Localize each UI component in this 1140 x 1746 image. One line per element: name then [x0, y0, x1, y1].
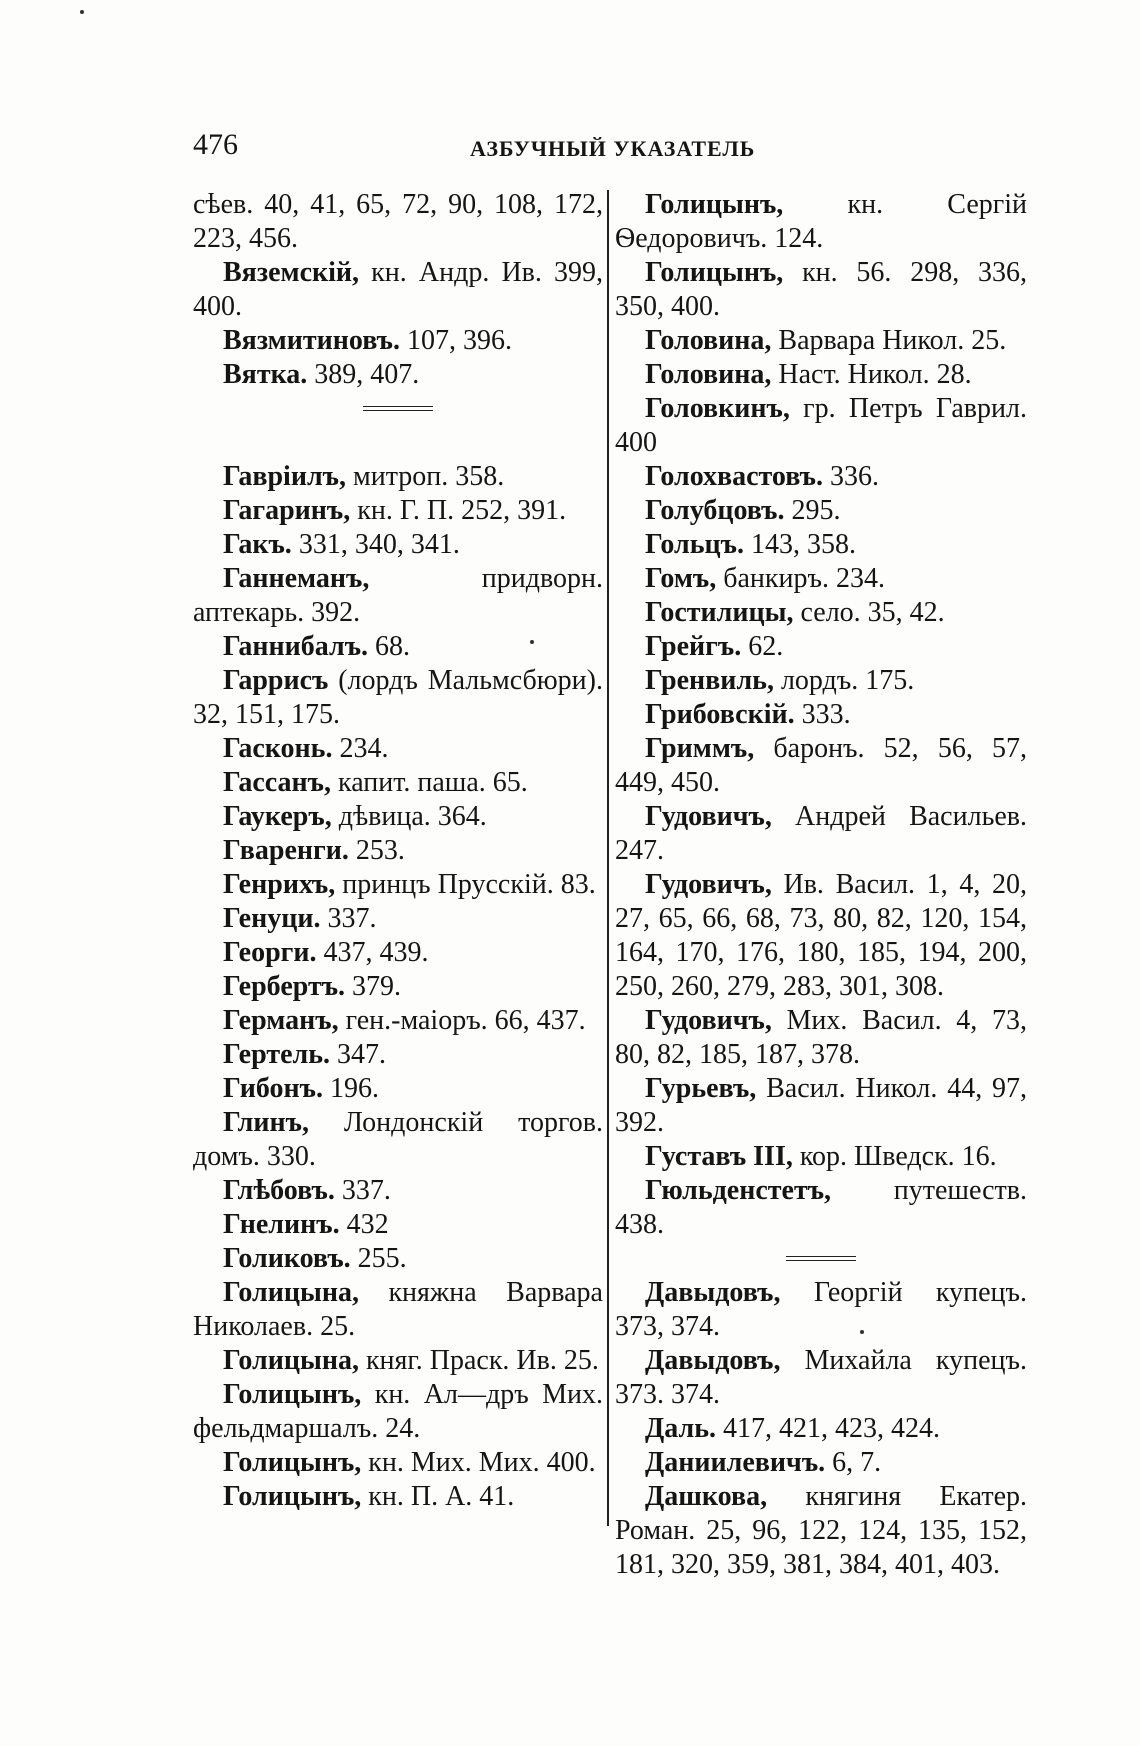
index-headword: Глинъ,	[223, 1107, 309, 1138]
index-references: лордъ. 175.	[773, 665, 915, 696]
index-entry	[615, 1072, 1027, 1140]
index-entry	[615, 1174, 1027, 1242]
index-entry	[615, 596, 1027, 630]
index-entry	[615, 1276, 1027, 1344]
index-headword: Головина,	[645, 359, 772, 390]
index-headword: Гольцъ.	[645, 529, 744, 560]
index-entry	[193, 528, 603, 562]
index-entry	[193, 1072, 603, 1106]
index-references: кн. Ал—дръ Мих. фельдмаршалъ. 24.	[193, 1379, 603, 1444]
index-entry	[615, 324, 1027, 358]
index-references: 337.	[320, 903, 377, 934]
index-references: Варвара Никол. 25.	[771, 325, 1007, 356]
index-references: княг. Праск. Ив. 25.	[358, 1345, 599, 1376]
index-headword: Ганнеманъ,	[223, 563, 370, 594]
index-entry	[193, 1208, 603, 1242]
index-references: (лордъ Мальмсбюри). 32, 151, 175.	[193, 665, 603, 730]
index-references: 143, 358.	[743, 529, 856, 560]
index-headword: Гюльденстетъ,	[645, 1175, 832, 1206]
index-references: 255.	[350, 1243, 407, 1274]
index-references: 437, 439.	[316, 937, 429, 968]
index-entry	[615, 868, 1027, 1004]
index-headword: Генуци.	[223, 903, 321, 934]
index-entry	[615, 732, 1027, 800]
index-headword: Даниилевичъ.	[645, 1447, 826, 1478]
index-headword: Вязмитиновъ.	[223, 325, 400, 356]
column-divider	[607, 190, 609, 1526]
index-entry	[193, 868, 603, 902]
index-entry	[615, 1412, 1027, 1446]
index-references: кн. Г. П. 252, 391.	[350, 495, 567, 526]
index-entry	[193, 936, 603, 970]
index-entry	[193, 1174, 603, 1208]
index-headword: Гассанъ,	[223, 767, 332, 798]
index-entry	[615, 1446, 1027, 1480]
index-headword: Гербертъ.	[223, 971, 346, 1002]
index-references: кн. Андр. Ив. 399, 400.	[193, 257, 603, 322]
index-headword: Давыдовъ,	[645, 1345, 781, 1376]
index-headword: Гертель.	[223, 1039, 331, 1070]
index-headword: Голубцовъ.	[645, 495, 785, 526]
index-references: 68.	[368, 631, 411, 662]
index-entry	[193, 562, 603, 630]
index-references: 417, 421, 423, 424.	[716, 1413, 941, 1444]
index-headword: Вяземскій,	[223, 257, 360, 288]
index-entry	[193, 630, 603, 664]
index-entry	[615, 256, 1027, 324]
index-references: 295.	[784, 495, 841, 526]
index-headword: Глѣбовъ.	[223, 1175, 335, 1206]
index-entry	[615, 1344, 1027, 1412]
index-references: путешеств. 438.	[615, 1175, 1027, 1240]
index-headword: Голицынъ,	[223, 1379, 362, 1410]
index-references: Мих. Васил. 4, 73, 80, 82, 185, 187, 378.	[615, 1005, 1027, 1070]
index-entry	[615, 630, 1027, 664]
index-references: Лондонскій торгов. домъ. 330.	[193, 1107, 603, 1172]
index-entry	[615, 562, 1027, 596]
index-references: Андрей Васильев. 247.	[615, 801, 1027, 866]
index-headword: Гибонъ.	[223, 1073, 323, 1104]
index-entry	[193, 1038, 603, 1072]
index-references: 6, 7.	[825, 1447, 882, 1478]
index-entry	[193, 766, 603, 800]
index-references: 379.	[345, 971, 402, 1002]
index-references: Михайла купецъ. 373. 374.	[615, 1345, 1027, 1410]
index-headword: Голиковъ.	[223, 1243, 351, 1274]
index-entry	[615, 664, 1027, 698]
index-references: 234.	[332, 733, 389, 764]
index-references: Наст. Никол. 28.	[771, 359, 972, 390]
index-entry	[193, 1480, 603, 1514]
index-entry	[193, 1004, 603, 1038]
index-references: княжна Варвара Николаев. 25.	[193, 1277, 603, 1342]
index-headword: Гренвиль,	[645, 665, 774, 696]
index-entry	[193, 494, 603, 528]
index-entry	[193, 902, 603, 936]
page-number: 476	[193, 128, 238, 161]
index-column-left	[193, 188, 603, 1514]
print-speck	[80, 10, 84, 14]
index-entry	[193, 834, 603, 868]
index-entry	[615, 494, 1027, 528]
index-entry	[193, 732, 603, 766]
index-headword: Германъ,	[223, 1005, 339, 1036]
index-headword: Гасконь.	[223, 733, 333, 764]
index-entry	[193, 800, 603, 834]
index-references: придворн. аптекарь. 392.	[193, 563, 603, 628]
index-references: 62.	[741, 631, 784, 662]
index-references: 337.	[334, 1175, 391, 1206]
index-headword: Гудовичъ,	[645, 1005, 772, 1036]
index-entry	[615, 358, 1027, 392]
index-entry	[193, 460, 603, 494]
index-references: 196.	[322, 1073, 379, 1104]
index-column-right	[615, 188, 1027, 1582]
section-separator-rule	[615, 1242, 1027, 1276]
index-headword: Дашкова,	[645, 1481, 768, 1512]
index-entry	[615, 392, 1027, 460]
index-entry	[193, 1276, 603, 1344]
index-references: 331, 340, 341.	[291, 529, 460, 560]
index-headword: Гомъ,	[645, 563, 717, 594]
index-entry	[615, 1140, 1027, 1174]
index-entry	[193, 1242, 603, 1276]
running-title: АЗБУЧНЫЙ УКАЗАТЕЛЬ	[470, 136, 756, 161]
index-headword: Гостилицы,	[645, 597, 794, 628]
index-references: сѣев. 40, 41, 65, 72, 90, 108, 172, 223, 456.	[193, 189, 603, 254]
index-entry	[193, 1446, 603, 1480]
index-headword: Грейгъ.	[645, 631, 742, 662]
index-headword: Георги.	[223, 937, 317, 968]
index-references: княгиня Екатер. Роман. 25, 96, 122, 124, 135, 152, 181, 320, 359, 381, 384, 401, 403.	[615, 1481, 1027, 1580]
index-headword: Голицынъ,	[223, 1447, 362, 1478]
index-entry	[193, 256, 603, 324]
index-headword: Гудовичъ,	[645, 869, 772, 900]
index-entry	[193, 358, 603, 392]
index-headword: Гриммъ,	[645, 733, 755, 764]
index-headword: Давыдовъ,	[645, 1277, 781, 1308]
index-references: дѣвица. 364.	[331, 801, 487, 832]
print-speck	[530, 640, 534, 644]
index-headword: Голицына,	[223, 1345, 359, 1376]
index-references: 253.	[348, 835, 405, 866]
index-headword: Голицынъ,	[223, 1481, 362, 1512]
index-headword: Голицынъ,	[645, 257, 784, 288]
index-entry	[193, 188, 603, 256]
index-entry	[193, 970, 603, 1004]
index-entry	[615, 800, 1027, 868]
index-entry	[615, 1004, 1027, 1072]
index-references: ген.-маіоръ. 66, 437.	[338, 1005, 586, 1036]
index-references: кор. Шведск. 16.	[792, 1141, 997, 1172]
print-speck	[860, 1330, 864, 1334]
index-references: кн. Мих. Мих. 400.	[361, 1447, 596, 1478]
index-references: митроп. 358.	[346, 461, 505, 492]
index-references: гр. Петръ Гаврил. 400	[615, 393, 1027, 458]
index-headword: Гнелинъ.	[223, 1209, 340, 1240]
index-references: капит. паша. 65.	[331, 767, 528, 798]
index-references: 333.	[794, 699, 851, 730]
index-headword: Гудовичъ,	[645, 801, 772, 832]
index-references: Георгій купецъ. 373, 374.	[615, 1277, 1027, 1342]
index-headword: Ганнибалъ.	[223, 631, 369, 662]
index-references: Ив. Васил. 1, 4, 20, 27, 65, 66, 68, 73, 80, 82, 120, 154, 164, 170, 176, 180, 185, 194, 200, 250, 260, 279, 283, 301, 308.	[615, 869, 1027, 1002]
index-references: банкиръ. 234.	[716, 563, 885, 594]
index-headword: Головкинъ,	[645, 393, 790, 424]
index-headword: Гурьевъ,	[645, 1073, 757, 1104]
index-references: Васил. Никол. 44, 97, 392.	[615, 1073, 1027, 1138]
index-headword: Голицынъ,	[645, 189, 784, 220]
index-entry	[615, 460, 1027, 494]
index-headword: Гавріилъ,	[223, 461, 346, 492]
section-separator-rule	[193, 392, 603, 460]
index-references: кн. П. А. 41.	[361, 1481, 515, 1512]
index-headword: Гаррисъ	[223, 665, 329, 696]
index-entry	[193, 1344, 603, 1378]
index-headword: Густавъ III,	[645, 1141, 793, 1172]
index-headword: Генрихъ,	[223, 869, 336, 900]
index-headword: Голохвастовъ.	[645, 461, 823, 492]
index-headword: Гакъ.	[223, 529, 292, 560]
index-headword: Даль.	[645, 1413, 717, 1444]
index-headword: Грибовскій.	[645, 699, 795, 730]
index-references: кн. 56. 298, 336, 350, 400.	[615, 257, 1027, 322]
index-references: село. 35, 42.	[793, 597, 945, 628]
index-entry	[615, 698, 1027, 732]
index-headword: Вятка.	[223, 359, 308, 390]
index-headword: Гаукеръ,	[223, 801, 332, 832]
index-headword: Голицына,	[223, 1277, 359, 1308]
index-headword: Головина,	[645, 325, 772, 356]
index-entry	[615, 1480, 1027, 1582]
index-references: 389, 407.	[307, 359, 420, 390]
index-references: 347.	[330, 1039, 387, 1070]
index-entry	[193, 1106, 603, 1174]
index-references: принцъ Прусскій. 83.	[335, 869, 596, 900]
index-references: 336.	[822, 461, 879, 492]
index-entry	[615, 188, 1027, 256]
index-entry	[193, 1378, 603, 1446]
index-headword: Гагаринъ,	[223, 495, 351, 526]
index-references: 107, 396.	[399, 325, 512, 356]
index-references: баронъ. 52, 56, 57, 449, 450.	[615, 733, 1027, 798]
index-references: кн. Сергій Ѳедоровичъ. 124.	[615, 189, 1027, 254]
index-entry	[193, 324, 603, 358]
index-headword: Гваренги.	[223, 835, 349, 866]
index-entry	[615, 528, 1027, 562]
index-entry	[193, 664, 603, 732]
index-references: 432	[339, 1209, 389, 1240]
